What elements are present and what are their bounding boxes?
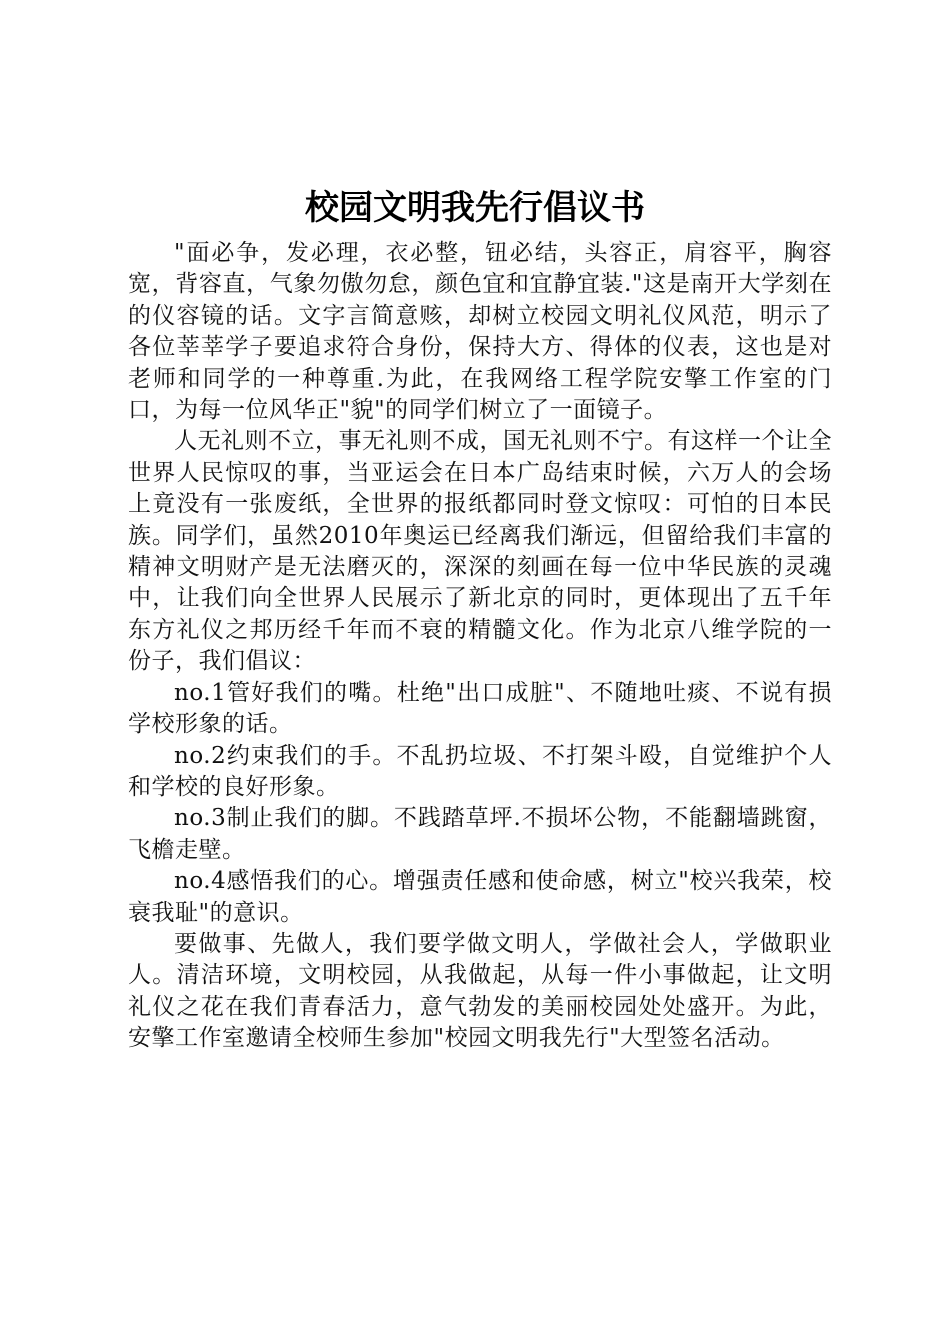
paragraph-proposal-4: no.4感悟我们的心。增强责任感和使命感，树立"校兴我荣，校衰我耻"的意识。 — [128, 868, 832, 926]
paragraph-proposal-3: no.3制止我们的脚。不践踏草坪.不损坏公物，不能翻墙跳窗，飞檐走壁。 — [128, 805, 832, 863]
paragraph-closing: 要做事、先做人，我们要学做文明人，学做社会人，学做职业人。清洁环境，文明校园，从我做起，从每一件小事做起，让文明礼仪之花在我们青春活力，意气勃发的美丽校园处处盛开。为此，安擎工作室邀请全校师生参加"校园文明我先行"大型签名活动。 — [128, 930, 832, 1052]
paragraph-proposal-1: no.1管好我们的嘴。杜绝"出口成脏"、不随地吐痰、不说有损学校形象的话。 — [128, 679, 832, 738]
document-body — [128, 238, 832, 1055]
paragraph-proposal-2: no.2约束我们的手。不乱扔垃圾、不打架斗殴，自觉维护个人和学校的良好形象。 — [128, 742, 832, 800]
document-title: 校园文明我先行倡议书 — [305, 188, 645, 228]
paragraph-intro: "面必争，发必理，衣必整，钮必结，头容正，肩容平，胸容宽，背容直，气象勿傲勿怠，颜色宜和宜静宜装."这是南开大学刻在的仪容镜的话。文字言简意赅，却树立校园文明礼仪风范，明示了各位莘莘学子要追求符合身份，保持大方、得体的仪表，这也是对老师和同学的一种尊重.为此，在我网络工程学院安擎工作室的门口，为每一位风华正"貌"的同学们树立了一面镜子。 — [128, 240, 832, 424]
paragraph-etiquette: 人无礼则不立，事无礼则不成，国无礼则不宁。有这样一个让全世界人民惊叹的事，当亚运会在日本广岛结束时候，六万人的会场上竟没有一张废纸，全世界的报纸都同时登文惊叹：可怕的日本民族。同学们，虽然2010年奥运已经离我们渐远，但留给我们丰富的精神文明财产是无法磨灭的，深深的刻画在每一位中华民族的灵魂中，让我们向全世界人民展示了新北京的同时，更体现出了五千年东方礼仪之邦历经千年而不衰的精髓文化。作为北京八维学院的一份子，我们倡议： — [128, 428, 832, 675]
